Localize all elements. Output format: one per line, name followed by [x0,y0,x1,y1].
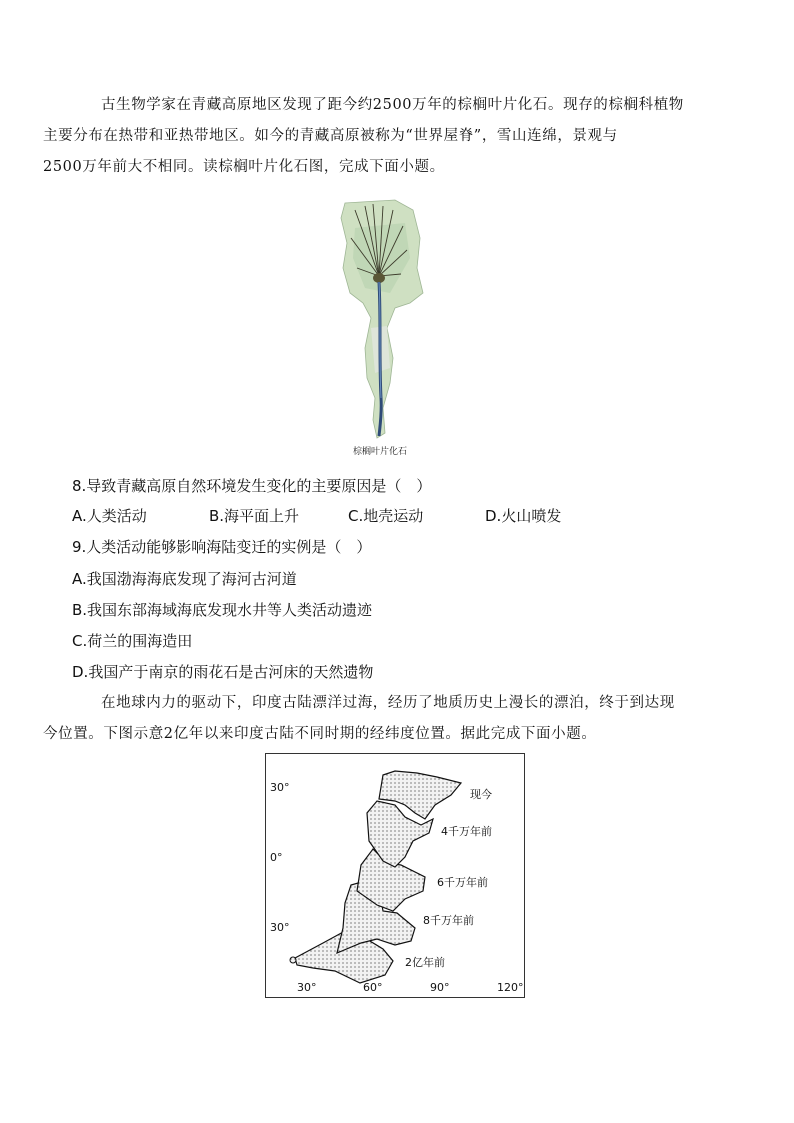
q8-option-a: A.人类活动 [72,507,147,525]
label-present: 现今 [470,788,492,801]
passage-2-line-1: 在地球内力的驱动下，印度古陆漂洋过海，经历了地质历史上漫长的漂泊，终于到达现 [101,695,675,711]
x-tick-90: 90° [430,981,450,994]
q8-option-b: B.海平面上升 [209,507,300,525]
passage-1-line-2: 主要分布在热带和亚热带地区。如今的青藏高原被称为“世界屋脊”，雪山连绵，景观与 [43,128,618,144]
fossil-caption: 棕榈叶片化石 [352,447,407,457]
q9-option-d: D.我国产于南京的雨花石是古河床的天然遗物 [72,663,374,681]
passage-1 [43,90,722,183]
label-80m-years: 8千万年前 [423,914,474,927]
passage-1-line-1: 古生物学家在青藏高原地区发现了距今约2500万年的棕榈叶片化石。现存的棕榈科植物 [101,97,684,113]
question-8-stem: 8.导致青藏高原自然环境发生变化的主要原因是（ ） [72,477,432,495]
y-tick-0: 0° [270,851,283,864]
q8-option-c: C.地壳运动 [348,507,424,525]
question-9-stem: 9.人类活动能够影响海陆变迁的实例是（ ） [72,538,372,556]
q9-option-a: A.我国渤海海底发现了海河古河道 [72,570,297,588]
palm-leaf-fossil-image [335,198,425,443]
passage-2 [43,688,722,750]
label-60m-years: 6千万年前 [437,876,488,889]
label-40m-years: 4千万年前 [441,825,492,838]
x-tick-120: 120° [497,981,524,994]
x-tick-60: 60° [363,981,383,994]
india-drift-map [265,753,525,998]
passage-1-line-3: 2500万年前大不相同。读棕榈叶片化石图，完成下面小题。 [43,159,445,175]
q9-option-c: C.荷兰的围海造田 [72,632,193,650]
x-tick-30: 30° [297,981,317,994]
y-tick-30n: 30° [270,781,290,794]
passage-2-line-2: 今位置。下图示意2亿年以来印度古陆不同时期的经纬度位置。据此完成下面小题。 [43,726,597,742]
label-200m-years: 2亿年前 [405,956,445,969]
y-tick-30s: 30° [270,921,290,934]
q9-option-b: B.我国东部海域海底发现水井等人类活动遗迹 [72,601,373,619]
q8-option-d: D.火山喷发 [485,507,562,525]
